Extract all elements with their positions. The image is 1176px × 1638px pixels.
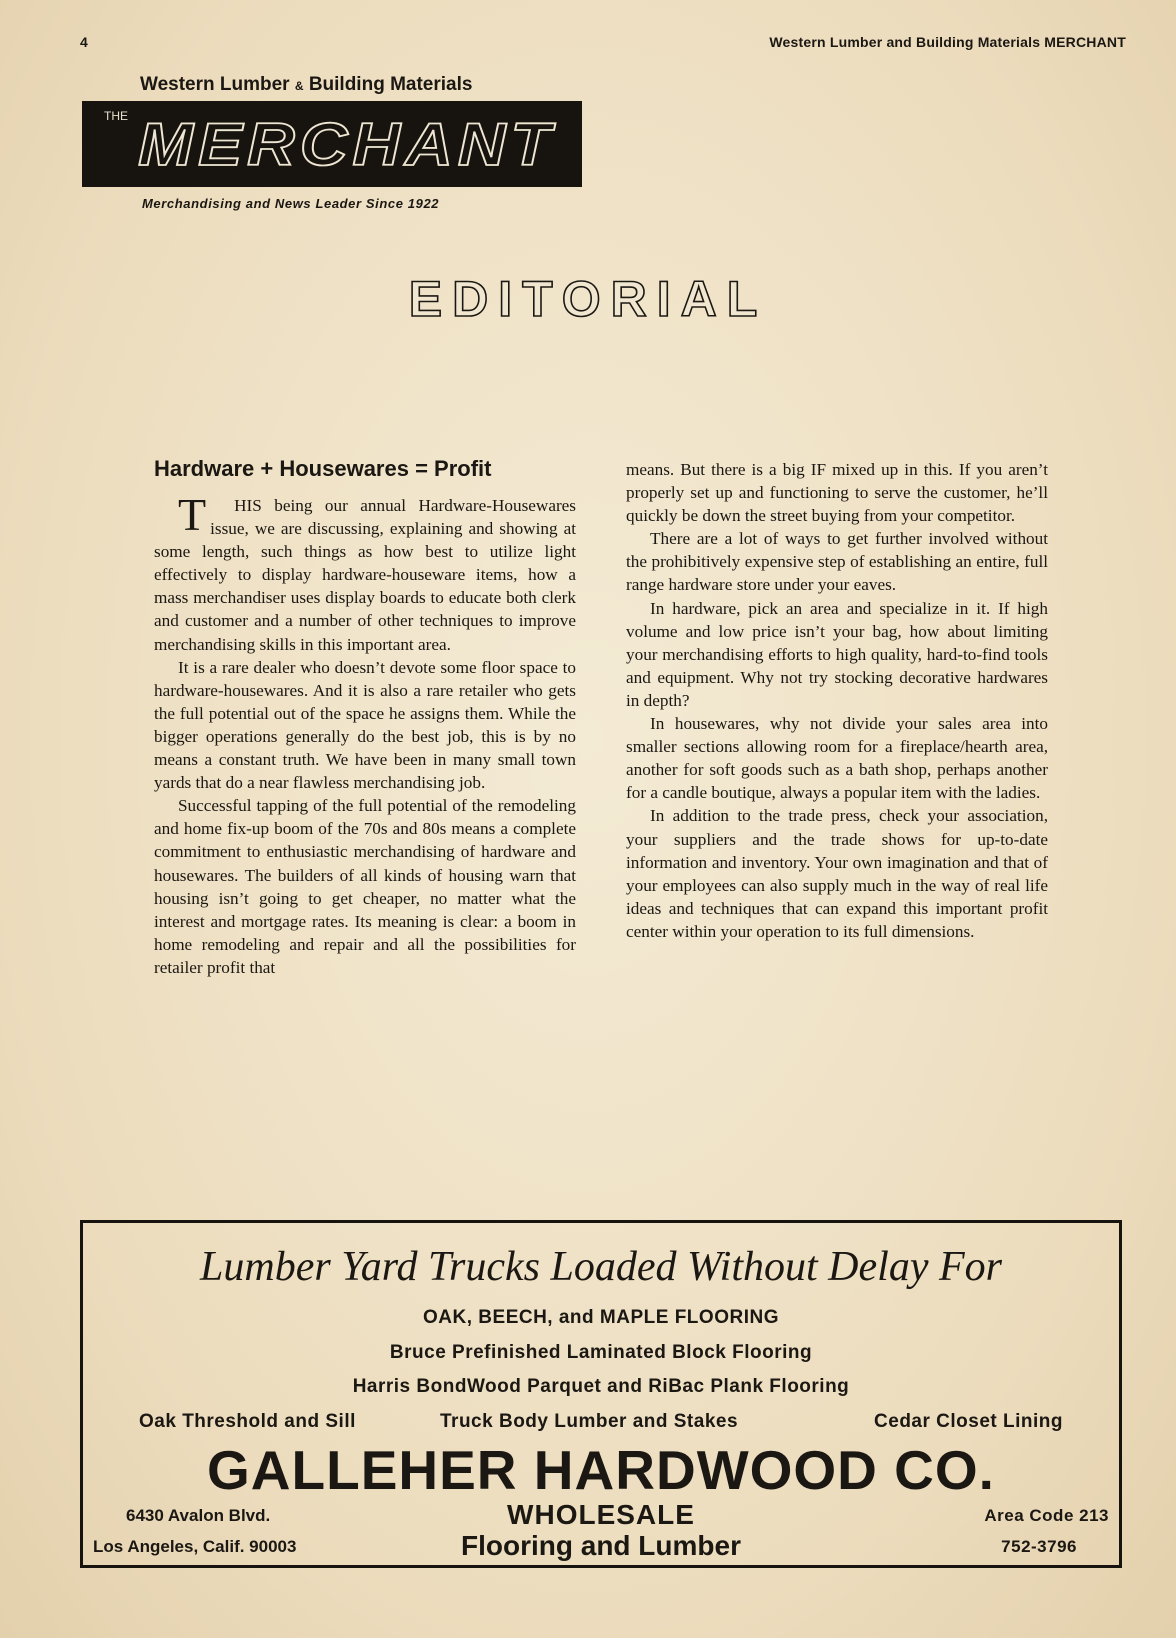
ad-wholesale: WHOLESALE — [507, 1499, 695, 1530]
ad-headline: Lumber Yard Trucks Loaded Without Delay For — [200, 1244, 1002, 1290]
section-title: EDITORIAL — [408, 271, 768, 327]
masthead-top-b: Building Materials — [308, 74, 473, 95]
running-head: Western Lumber and Building Materials MERCHANT — [769, 34, 1126, 50]
ad-company-name: GALLEHER HARDWOOD CO. — [207, 1439, 995, 1501]
masthead-top-line — [140, 74, 472, 96]
page-number: 4 — [80, 34, 88, 50]
ad-city-address: Los Angeles, Calif. 90003 — [93, 1537, 297, 1556]
masthead-subtitle: Merchandising and News Leader Since 1922 — [142, 196, 440, 211]
masthead-ampersand: & — [294, 79, 304, 93]
ad-phone: 752-3796 — [1001, 1537, 1077, 1556]
ad-product-line: OAK, BEECH, and MAPLE FLOORING — [423, 1307, 779, 1328]
ad-product-middle: Truck Body Lumber and Stakes — [440, 1411, 739, 1432]
masthead-logo — [82, 101, 582, 187]
article-paragraph: In housewares, why not divide your sales area into smaller sections allowing room for a fireplace/hearth area, another for soft goods such as a bath shop, perhaps another for a candle boutique, always a popular item with the ladies. — [626, 714, 1048, 803]
drop-cap: T — [178, 489, 207, 540]
article-paragraph: In addition to the trade press, check your association, your suppliers and the trade shows for up-to-date information and inventory. Your own imagination and that of your employees can also supply much in the way of real life ideas and techniques that can expand this important profit center within your operation to its full dimensions. — [626, 806, 1048, 941]
masthead-title: MERCHANT — [138, 109, 556, 179]
article-column-right — [626, 458, 1048, 943]
article-paragraph: In hardware, pick an area and specialize in it. If high volume and low price isn’t your bag, how about limiting your merchandising efforts to high quality, hard-to-find tools and equipment. Why not try stocking decorative hardwares in depth? — [626, 598, 1048, 710]
article-paragraph — [154, 489, 576, 656]
ad-product-right: Cedar Closet Lining — [874, 1411, 1063, 1432]
advertisement-box — [80, 1220, 1122, 1568]
masthead-top-a: Western Lumber — [140, 74, 290, 95]
article-paragraph: It is a rare dealer who doesn’t devote some floor space to hardware-housewares. And it is also a rare retailer who gets the full potential out of the space he assigns them. While the bigger operations generally do the best job, this is by no means a constant truth. We have been in many small town yards that do a near flawless merchandising job. — [154, 657, 576, 793]
article-column-left — [154, 489, 576, 979]
ad-flooring-lumber: Flooring and Lumber — [461, 1530, 741, 1561]
ad-street-address: 6430 Avalon Blvd. — [126, 1506, 271, 1525]
article-headline: Hardware + Housewares = Profit — [154, 456, 492, 481]
ad-product-left: Oak Threshold and Sill — [139, 1411, 356, 1432]
article-paragraph: Successful tapping of the full potential of the remodeling and home fix-up boom of the 70s and 80s means a complete commitment to enthusiastic merchandising of hardware and housewares. The builders of all kinds of housing warn that housing isn’t going to get cheaper, no matter what the interest and mortgage rates. Its meaning is clear: a boom in home remodeling and repair and all the possibilities for retailer profit that — [154, 796, 576, 977]
article-paragraph: means. But there is a big IF mixed up in this. If you aren’t properly set up and functioning to serve the customer, he’ll quickly be down the street buying from your competitor. — [626, 460, 1048, 526]
ad-area-code: Area Code 213 — [984, 1506, 1109, 1525]
paragraph-text: HIS being our annual Hardware-Housewares issue, we are discussing, explaining and showing at some length, such things as how best to utilize light effectively to display hardware-houseware items, how a mass merchandiser uses display boards to educate both clerk and customer and a number of other techniques to improve merchandising skills in this important area. — [154, 496, 576, 654]
ad-product-line: Bruce Prefinished Laminated Block Flooring — [389, 1342, 813, 1363]
masthead-the: THE — [104, 109, 128, 123]
article-paragraph: There are a lot of ways to get further involved without the prohibitively expensive step of establishing an entire, full range hardware store under your eaves. — [626, 529, 1048, 595]
ad-product-line: Harris BondWood Parquet and RiBac Plank Flooring — [352, 1376, 850, 1397]
